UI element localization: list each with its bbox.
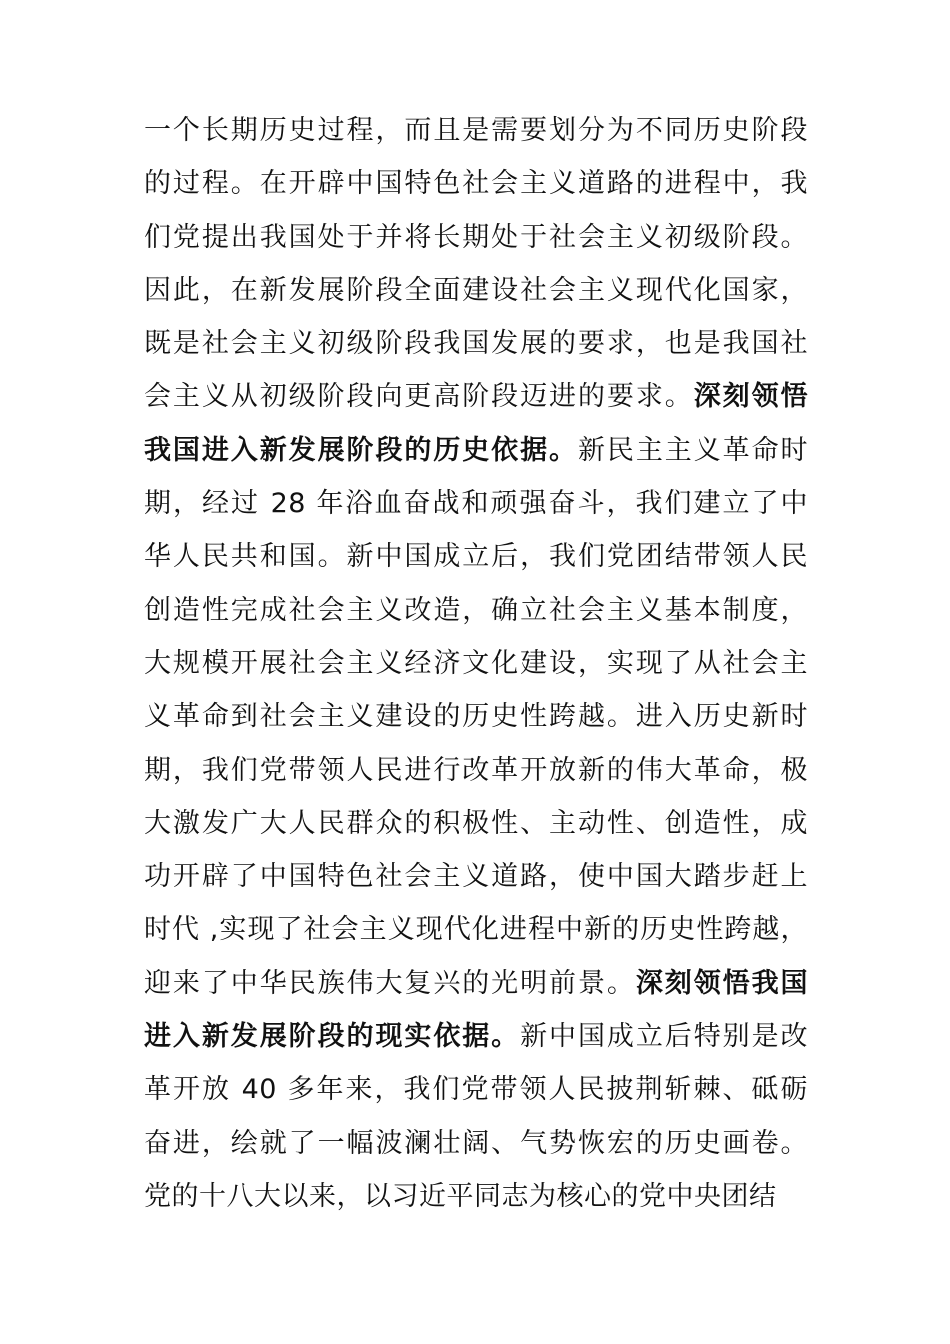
text-line (144, 157, 808, 210)
text-segment: 们党提出我国处于并将长期处于社会主义初级阶段。 (144, 221, 808, 253)
text-segment: 党的十八大以来，以习近平同志为核心的党中央团结 (144, 1180, 777, 1212)
text-line (144, 477, 808, 530)
text-line (144, 211, 808, 264)
text-line (144, 317, 808, 370)
bold-text-segment: 我国进入新发展阶段的历史依据。 (144, 434, 578, 466)
text-line (144, 690, 808, 743)
text-segment: 大规模开展社会主义经济文化建设，实现了从社会主 (144, 647, 808, 679)
text-segment: 新民主主义革命时 (577, 434, 809, 466)
bold-text-segment: 深刻领悟我国 (635, 967, 809, 999)
text-segment: 期，经过 28 年浴血奋战和顽强奋斗，我们建立了中 (144, 488, 808, 520)
text-segment: 时代 ,实现了社会主义现代化进程中新的历史性跨越， (144, 914, 808, 946)
text-line (144, 1117, 808, 1170)
text-segment: 奋进，绘就了一幅波澜壮阔、气势恢宏的历史画卷。 (144, 1127, 808, 1159)
text-line (144, 850, 808, 903)
text-segment: 迎来了中华民族伟大复兴的光明前景。 (144, 967, 636, 999)
text-line (144, 530, 808, 583)
text-segment: 因此，在新发展阶段全面建设社会主义现代化国家， (144, 274, 808, 306)
text-line (144, 424, 808, 477)
text-segment: 的过程。在开辟中国特色社会主义道路的进程中，我 (144, 168, 808, 200)
text-line (144, 584, 808, 637)
text-segment: 既是社会主义初级阶段我国发展的要求，也是我国社 (144, 328, 808, 360)
text-segment: 华人民共和国。新中国成立后，我们党团结带领人民 (144, 541, 808, 573)
text-segment: 会主义从初级阶段向更高阶段迈进的要求。 (144, 381, 694, 413)
text-line (144, 637, 808, 690)
bold-text-segment: 进入新发展阶段的现实依据。 (144, 1021, 521, 1053)
text-segment: 义革命到社会主义建设的历史性跨越。进入历史新时 (144, 701, 808, 733)
text-line (144, 744, 808, 797)
text-line (144, 104, 808, 157)
text-segment: 功开辟了中国特色社会主义道路，使中国大踏步赶上 (144, 861, 808, 893)
bold-text-segment: 深刻领悟 (693, 381, 809, 413)
text-line (144, 264, 808, 317)
text-line (144, 797, 808, 850)
text-segment: 革开放 40 多年来，我们党带领人民披荆斩棘、砥砺 (144, 1074, 808, 1106)
text-line (144, 957, 808, 1010)
text-segment: 创造性完成社会主义改造，确立社会主义基本制度， (144, 594, 808, 626)
text-segment: 大激发广大人民群众的积极性、主动性、创造性，成 (144, 807, 808, 839)
body-text (144, 104, 808, 1223)
text-line (144, 1170, 808, 1223)
text-segment: 新中国成立后特别是改 (520, 1021, 809, 1053)
text-segment: 一个长期历史过程，而且是需要划分为不同历史阶段 (144, 115, 808, 146)
text-line (144, 903, 808, 956)
text-line (144, 1010, 808, 1063)
text-line (144, 1063, 808, 1116)
text-line (144, 370, 808, 423)
text-segment: 期，我们党带领人民进行改革开放新的伟大革命，极 (144, 754, 808, 786)
